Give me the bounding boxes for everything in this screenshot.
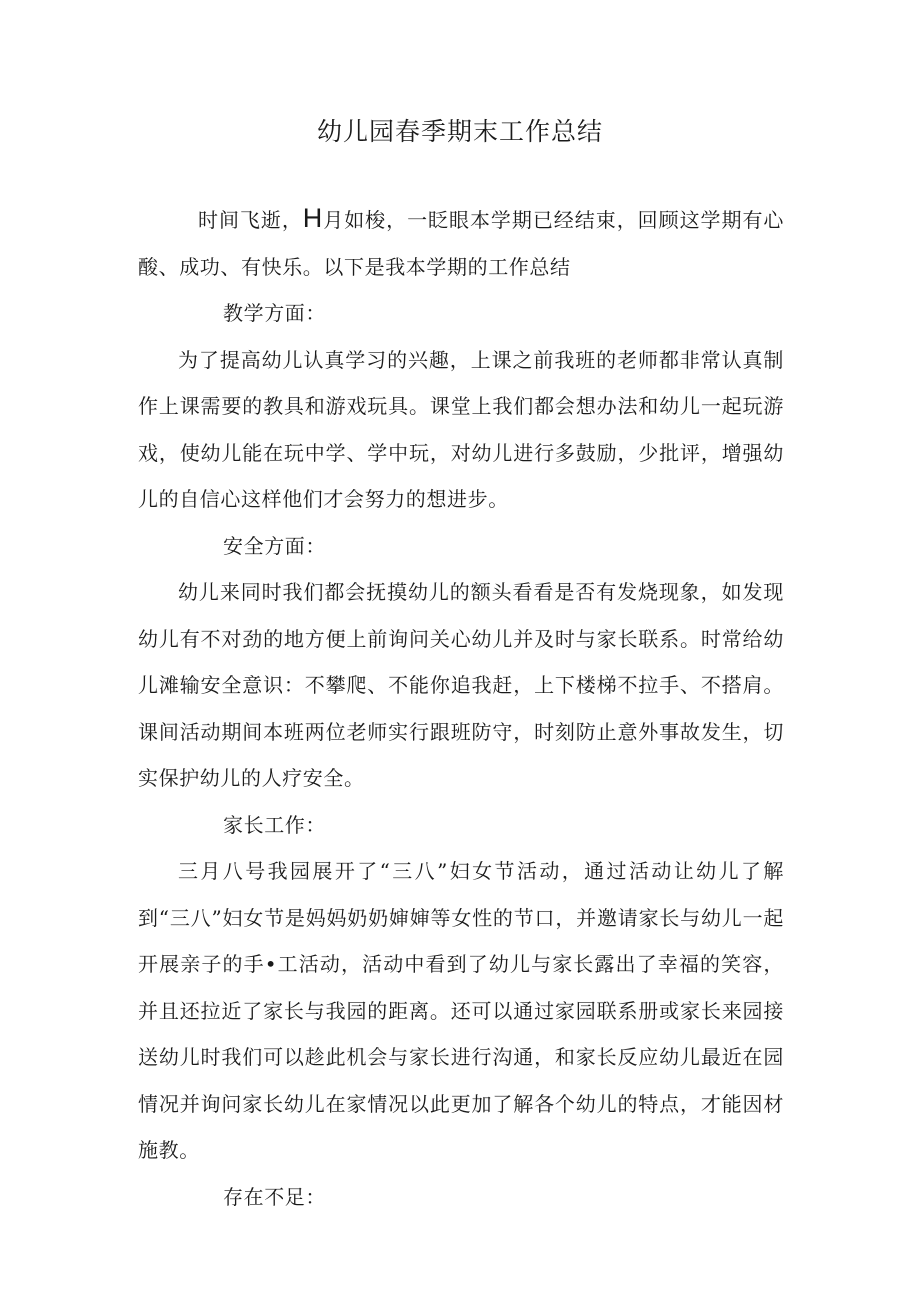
section-body-teaching: 为了提高幼儿认真学习的兴趣，上课之前我班的老师都非常认真制作上课需要的教具和游戏玩具。课堂上我们都会想办法和幼儿一起玩游戏，使幼儿能在玩中学、学中玩，对幼儿进行多鼓励，少批评，增强幼儿的自信心这样他们才会努力的想进步。 [138,347,784,511]
section-heading-parents: 家长工作： [223,812,326,837]
section-body-safety: 幼儿来同时我们都会抚摸幼儿的额头看看是否有发烧现象，如发现幼儿有不对劲的地方便上前询问关心幼儿并及时与家长联系。时常给幼儿滩输安全意识：不攀爬、不能你追我赶，上下楼梯不拉手、不搭肩。课间活动期间本班两位老师实行跟班防守，时刻防止意外事故发生，切实保护幼儿的人疗安全。 [138,580,784,790]
section-heading-safety: 安全方面： [223,533,326,558]
intro-text-start: 时间飞逝， [198,208,303,232]
document-title: 幼儿园春季期末工作总结 [316,117,603,146]
intro-enlarged-letter: H [302,203,323,233]
section-heading-shortcomings: 存在不足： [223,1184,326,1209]
document-body [138,197,784,1220]
section-body-parents: 三月八号我园展开了“三八”妇女节活动，通过活动让幼儿了解到“三八”妇女节是妈妈奶奶婶婶等女性的节口，并邀请家长与幼儿一起开展亲子的手•工活动，活动中看到了幼儿与家长露出了幸福的笑容，并且还拉近了家长与我园的距离。还可以通过家园联系册或家长来园接送幼儿时我们可以趁此机会与家长进行沟通，和家长反应幼儿最近在园情况并询问家长幼儿在家情况以此更加了解各个幼儿的特点，才能因材施教。 [138,859,784,1162]
section-heading-teaching: 教学方面： [223,301,326,325]
intro-paragraph [138,197,784,290]
intro-text-rest: 月如梭，一眨眼本学期已经结束，回顾这学期有心酸、成功、有快乐。以下是我本学期的工作总结 [138,208,784,279]
